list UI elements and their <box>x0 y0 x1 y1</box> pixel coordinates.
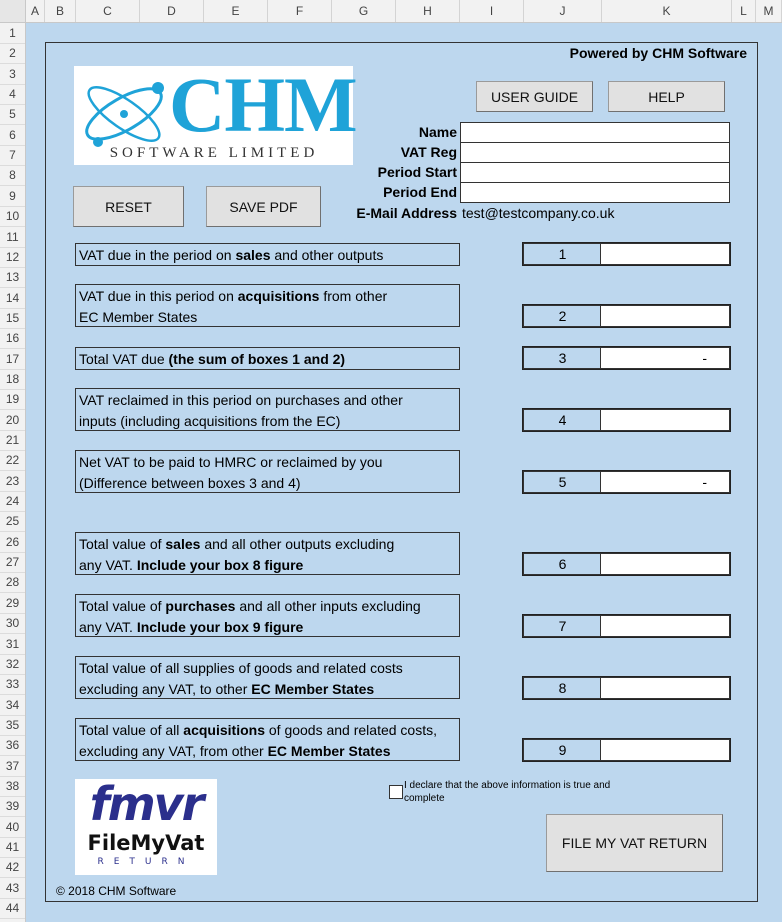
description-text: Total value of <box>79 536 166 552</box>
period-start-label: Period Start <box>377 164 457 180</box>
row-header[interactable]: 10 <box>0 206 25 227</box>
description-text: and other outputs <box>270 247 384 263</box>
description-text: Total value of all <box>79 722 184 738</box>
description-text: (Difference between boxes 3 and 4) <box>79 475 301 491</box>
description-text: of goods and related costs, <box>264 722 437 738</box>
row-header[interactable]: 29 <box>0 593 25 614</box>
description-line <box>79 473 456 494</box>
select-all-corner[interactable] <box>0 0 26 22</box>
column-header[interactable]: M <box>756 0 782 22</box>
description-line <box>79 452 456 473</box>
row-header[interactable]: 22 <box>0 450 25 471</box>
row-header[interactable]: 9 <box>0 186 25 207</box>
row-header[interactable]: 14 <box>0 288 25 309</box>
row-header[interactable]: 19 <box>0 389 25 410</box>
description-line <box>79 617 456 638</box>
box-9-number: 9 <box>523 739 601 761</box>
row-header[interactable]: 37 <box>0 756 25 777</box>
row-header[interactable]: 6 <box>0 125 25 146</box>
description-text: excluding any VAT, from other <box>79 743 268 759</box>
box-2-value[interactable] <box>600 305 730 327</box>
description-emphasis: Include your box 8 figure <box>136 557 304 573</box>
description-line <box>79 555 456 576</box>
declaration-text: I declare that the above information is true and complete <box>404 780 611 804</box>
box-6-value[interactable] <box>600 553 730 575</box>
description-line <box>79 679 456 700</box>
description-text: VAT due in this period on <box>79 288 238 304</box>
box-4-value[interactable] <box>600 409 730 431</box>
column-header[interactable]: D <box>140 0 204 22</box>
row-header[interactable]: 41 <box>0 837 25 858</box>
file-my-vat-return-button[interactable]: FILE MY VAT RETURN <box>546 814 723 872</box>
description-line <box>79 307 456 328</box>
description-line <box>79 286 456 307</box>
column-header[interactable]: F <box>268 0 332 22</box>
row-header[interactable]: 43 <box>0 878 25 899</box>
description-line <box>79 349 456 370</box>
box-2-number: 2 <box>523 305 601 327</box>
description-emphasis: Include your box 9 figure <box>136 619 304 635</box>
column-header[interactable]: G <box>332 0 396 22</box>
description-line <box>79 596 456 617</box>
column-headers <box>0 0 782 23</box>
description-line <box>79 658 456 679</box>
name-field[interactable] <box>460 122 730 143</box>
row-header[interactable]: 25 <box>0 511 25 532</box>
row-header[interactable]: 38 <box>0 776 25 797</box>
row-header[interactable]: 31 <box>0 634 25 655</box>
row-headers <box>0 23 26 922</box>
row-header[interactable]: 8 <box>0 165 25 186</box>
email-label: E-Mail Address <box>356 205 457 221</box>
description-emphasis: EC Member States <box>267 743 391 759</box>
description-text: and all other outputs excluding <box>200 536 395 552</box>
box-7-description <box>75 594 460 637</box>
description-line <box>79 390 456 411</box>
description-line <box>79 411 456 432</box>
period-end-field[interactable] <box>460 182 730 203</box>
row-header[interactable]: 7 <box>0 145 25 166</box>
powered-by-text: Powered by CHM Software <box>569 45 747 61</box>
description-text: any VAT. <box>79 557 137 573</box>
row-header[interactable]: 17 <box>0 349 25 370</box>
row-header[interactable]: 30 <box>0 613 25 634</box>
description-text: Total VAT due <box>79 351 169 367</box>
description-emphasis: sales <box>235 247 271 263</box>
row-header[interactable]: 27 <box>0 552 25 573</box>
row-header[interactable]: 21 <box>0 430 25 451</box>
row-header[interactable]: 40 <box>0 817 25 838</box>
user-guide-button[interactable]: USER GUIDE <box>476 81 593 112</box>
row-header[interactable]: 18 <box>0 369 25 390</box>
description-text: VAT reclaimed in this period on purchases and other <box>79 392 403 408</box>
description-text: and all other inputs excluding <box>235 598 421 614</box>
column-header[interactable]: C <box>76 0 140 22</box>
period-start-field[interactable] <box>460 162 730 183</box>
description-line <box>79 534 456 555</box>
column-header[interactable]: E <box>204 0 268 22</box>
box-1-value[interactable] <box>600 243 730 265</box>
box-6-number: 6 <box>523 553 601 575</box>
filemyvat-mark: fmvr <box>89 777 203 831</box>
row-header[interactable]: 33 <box>0 674 25 695</box>
row-header[interactable]: 11 <box>0 227 25 248</box>
description-emphasis: acquisitions <box>183 722 265 738</box>
box-3-description <box>75 347 460 370</box>
box-1-description <box>75 243 460 266</box>
description-line <box>79 245 456 266</box>
description-line <box>79 741 456 762</box>
save-pdf-button[interactable]: SAVE PDF <box>206 186 321 227</box>
description-emphasis: (the sum of boxes 1 and 2) <box>168 351 346 367</box>
box-1-number: 1 <box>523 243 601 265</box>
description-text: Total value of <box>79 598 166 614</box>
row-header[interactable]: 42 <box>0 857 25 878</box>
box-5-number: 5 <box>523 471 601 493</box>
column-header[interactable]: J <box>524 0 602 22</box>
description-text: Net VAT to be paid to HMRC or reclaimed by you <box>79 454 383 470</box>
row-header[interactable]: 13 <box>0 267 25 288</box>
description-emphasis: acquisitions <box>237 288 320 304</box>
reset-button[interactable]: RESET <box>73 186 184 227</box>
row-header[interactable]: 3 <box>0 64 25 85</box>
filemyvat-name: FileMyVat <box>87 831 205 855</box>
row-header[interactable]: 5 <box>0 104 25 125</box>
box-8-number: 8 <box>523 677 601 699</box>
row-header[interactable]: 16 <box>0 328 25 349</box>
description-text: from other <box>319 288 388 304</box>
row-header[interactable]: 39 <box>0 796 25 817</box>
declaration-checkbox[interactable] <box>389 785 403 799</box>
vat-reg-label: VAT Reg <box>400 144 457 160</box>
box-7-number: 7 <box>523 615 601 637</box>
description-text: VAT due in the period on <box>79 247 236 263</box>
box-5-value[interactable]: - <box>600 471 730 493</box>
row-header[interactable]: 36 <box>0 735 25 756</box>
description-text: EC Member States <box>79 309 198 325</box>
column-header[interactable]: L <box>732 0 756 22</box>
row-header[interactable]: 15 <box>0 308 25 329</box>
row-header[interactable]: 28 <box>0 572 25 593</box>
row-header[interactable]: 35 <box>0 715 25 736</box>
description-text: inputs (including acquisitions from the EC) <box>79 413 341 429</box>
box-9-description <box>75 718 460 761</box>
name-label: Name <box>418 124 457 140</box>
row-header[interactable]: 20 <box>0 410 25 431</box>
vat-reg-field[interactable] <box>460 142 730 163</box>
box-6-description <box>75 532 460 575</box>
box-7-value[interactable] <box>600 615 730 637</box>
row-header[interactable]: 32 <box>0 654 25 675</box>
row-header[interactable]: 24 <box>0 491 25 512</box>
row-header[interactable]: 2 <box>0 43 25 64</box>
box-8-value[interactable] <box>600 677 730 699</box>
description-text: excluding any VAT, to other <box>79 681 252 697</box>
column-header[interactable]: K <box>602 0 732 22</box>
box-8-description <box>75 656 460 699</box>
row-header[interactable]: 1 <box>0 23 25 44</box>
chm-logo-text: CHM <box>169 61 357 148</box>
box-4-number: 4 <box>523 409 601 431</box>
row-header[interactable]: 12 <box>0 247 25 268</box>
column-header[interactable]: I <box>460 0 524 22</box>
row-header[interactable]: 23 <box>0 471 25 492</box>
description-text: Total value of all supplies of goods and related costs <box>79 660 403 676</box>
vat-return-form <box>45 42 758 902</box>
column-header[interactable]: A <box>26 0 45 22</box>
description-emphasis: EC Member States <box>251 681 375 697</box>
box-5-description <box>75 450 460 493</box>
description-emphasis: purchases <box>165 598 236 614</box>
box-2-description <box>75 284 460 327</box>
row-header[interactable]: 44 <box>0 898 25 919</box>
copyright-footer: © 2018 CHM Software <box>56 884 177 898</box>
column-header[interactable]: B <box>45 0 76 22</box>
box-3-number: 3 <box>523 347 601 369</box>
row-header[interactable]: 34 <box>0 695 25 716</box>
filemyvat-logo <box>75 779 217 875</box>
box-3-value[interactable]: - <box>600 347 730 369</box>
filemyvat-sub: RETURN <box>97 857 195 867</box>
period-end-label: Period End <box>383 184 457 200</box>
description-line <box>79 720 456 741</box>
box-4-description <box>75 388 460 431</box>
row-header[interactable]: 26 <box>0 532 25 553</box>
box-9-value[interactable] <box>600 739 730 761</box>
email-value[interactable]: test@testcompany.co.uk <box>462 205 615 221</box>
description-text: any VAT. <box>79 619 137 635</box>
chm-logo-subtext: SOFTWARE LIMITED <box>109 145 319 161</box>
help-button[interactable]: HELP <box>608 81 725 112</box>
column-header[interactable]: H <box>396 0 460 22</box>
row-header[interactable]: 4 <box>0 84 25 105</box>
description-emphasis: sales <box>165 536 201 552</box>
